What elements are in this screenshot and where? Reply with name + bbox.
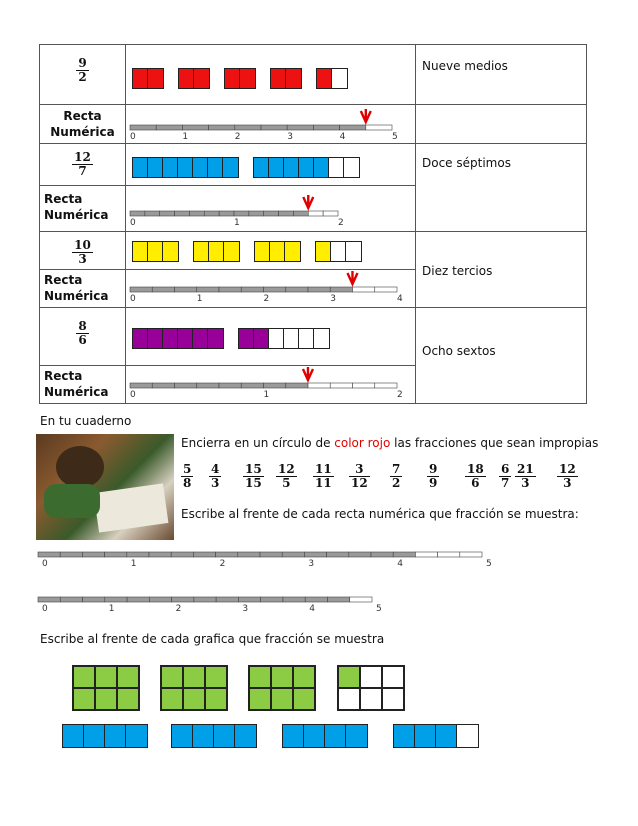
fraction-part bbox=[329, 158, 344, 177]
number-line-segment bbox=[197, 287, 219, 292]
improper-candidate-fraction: $\frac{15}{15}$ bbox=[245, 462, 262, 491]
recta-label-cell bbox=[40, 186, 126, 232]
bar-graph-cell bbox=[126, 144, 416, 186]
number-line-segment bbox=[305, 597, 327, 602]
number-line-segment bbox=[175, 211, 190, 216]
number-line-segment bbox=[304, 552, 326, 557]
recta-label-cell bbox=[40, 270, 126, 308]
number-line-segment bbox=[175, 287, 197, 292]
number-line-segment bbox=[264, 211, 279, 216]
tick-label: 2 bbox=[175, 604, 182, 614]
fraction-part bbox=[193, 329, 208, 348]
tick-label: 3 bbox=[242, 604, 249, 614]
tick-label: 0 bbox=[130, 132, 136, 142]
improper-candidate-fraction: $\frac{9}{9}$ bbox=[429, 462, 438, 491]
number-line-segment bbox=[38, 552, 60, 557]
number-line-segment bbox=[105, 552, 127, 557]
fraction-group bbox=[316, 68, 348, 89]
number-line-segment bbox=[83, 597, 105, 602]
fraction-group bbox=[238, 328, 330, 349]
fraction-name: Nueve medios bbox=[422, 59, 508, 73]
number-line-segment bbox=[282, 552, 304, 557]
number-line-segment bbox=[234, 211, 249, 216]
red-text: color rojo bbox=[334, 436, 391, 450]
blue-group bbox=[282, 724, 368, 748]
fraction: $\frac{12}{7}$ bbox=[74, 150, 91, 179]
fraction: $\frac{8}{6}$ bbox=[78, 319, 87, 348]
number-line-segment bbox=[375, 287, 397, 292]
tick-label: 2 bbox=[234, 132, 241, 142]
fraction-part bbox=[178, 329, 193, 348]
fraction-group bbox=[253, 157, 360, 178]
number-line-segment bbox=[194, 597, 216, 602]
tick-label: 5 bbox=[486, 559, 492, 569]
number-line-cell bbox=[126, 366, 416, 404]
number-line-segment bbox=[371, 552, 393, 557]
bar-graph-cell bbox=[126, 308, 416, 366]
fraction-part bbox=[223, 158, 238, 177]
blue-part bbox=[214, 725, 235, 747]
recta-label: Recta Numérica bbox=[44, 369, 109, 399]
number-line-segment bbox=[130, 383, 152, 388]
number-line-segment bbox=[393, 552, 415, 557]
fraction-group bbox=[315, 241, 362, 262]
fraction-cell bbox=[40, 45, 126, 105]
tick-label: 0 bbox=[130, 218, 136, 228]
improper-candidate-fraction: $\frac{3}{12}$ bbox=[351, 462, 368, 491]
number-line-segment bbox=[204, 211, 219, 216]
fraction-part bbox=[148, 242, 163, 261]
blue-part bbox=[283, 725, 304, 747]
green-part bbox=[360, 688, 382, 710]
number-line-segment bbox=[415, 552, 437, 557]
fraction-bars bbox=[132, 328, 344, 349]
fraction-part bbox=[163, 158, 178, 177]
number-line-segment bbox=[323, 211, 338, 216]
fraction-part bbox=[314, 158, 329, 177]
green-part bbox=[271, 688, 293, 710]
green-part bbox=[183, 688, 205, 710]
number-line-host bbox=[130, 186, 410, 232]
number-line-segment bbox=[249, 211, 264, 216]
red-arrow-icon bbox=[347, 271, 357, 284]
fraction-part bbox=[193, 158, 208, 177]
tick-label: 3 bbox=[308, 559, 315, 569]
student-writing-photo bbox=[36, 434, 174, 540]
name-cell bbox=[416, 232, 587, 308]
fraction-name: Doce séptimos bbox=[422, 156, 511, 170]
bar-graph-cell bbox=[126, 45, 416, 105]
fraction-part bbox=[148, 69, 163, 88]
blue-part bbox=[84, 725, 105, 747]
green-part bbox=[382, 666, 404, 688]
green-part bbox=[249, 688, 271, 710]
fraction-part bbox=[208, 158, 223, 177]
recta-label-cell bbox=[40, 366, 126, 404]
fraction-part bbox=[163, 329, 178, 348]
number-line-cell bbox=[126, 105, 416, 144]
tick-label: 1 bbox=[234, 218, 240, 228]
green-part bbox=[205, 688, 227, 710]
number-line-segment bbox=[327, 597, 349, 602]
fraction-part bbox=[331, 242, 346, 261]
fraction-group bbox=[132, 241, 179, 262]
number-line-segment bbox=[353, 287, 375, 292]
blue-group bbox=[393, 724, 479, 748]
fraction-part bbox=[194, 242, 209, 261]
tick-label: 4 bbox=[397, 294, 403, 304]
number-line-segment bbox=[189, 211, 204, 216]
fraction-part bbox=[317, 69, 332, 88]
tick-label: 1 bbox=[130, 559, 137, 569]
fraction-part bbox=[179, 69, 194, 88]
green-group bbox=[72, 665, 140, 711]
number-line-segment bbox=[264, 287, 286, 292]
improper-candidate-fraction: $\frac{4}{3}$ bbox=[211, 462, 220, 491]
tick-label: 2 bbox=[219, 559, 226, 569]
green-part bbox=[73, 688, 95, 710]
tick-label: 0 bbox=[42, 604, 48, 614]
tick-label: 2 bbox=[263, 294, 270, 304]
number-line-segment bbox=[238, 552, 260, 557]
fraction-part bbox=[332, 69, 347, 88]
number-line-segment bbox=[130, 125, 156, 130]
fraction-part bbox=[133, 158, 148, 177]
number-line-segment bbox=[279, 211, 294, 216]
number-line-segment bbox=[350, 597, 372, 602]
red-arrow-icon bbox=[303, 367, 313, 380]
green-part bbox=[183, 666, 205, 688]
number-line-segment bbox=[308, 383, 330, 388]
number-line-segment bbox=[235, 125, 261, 130]
fraction-part bbox=[299, 158, 314, 177]
blue-part bbox=[193, 725, 214, 747]
fraction-part bbox=[346, 242, 361, 261]
number-line-segment bbox=[349, 552, 371, 557]
number-line-segment bbox=[327, 552, 349, 557]
tick-label: 1 bbox=[182, 132, 189, 142]
tick-label: 4 bbox=[397, 559, 403, 569]
number-line-host bbox=[130, 270, 410, 308]
blue-group bbox=[62, 724, 148, 748]
blue-part bbox=[172, 725, 193, 747]
fraction-bars bbox=[132, 157, 374, 178]
number-line-segment bbox=[60, 597, 82, 602]
green-group bbox=[337, 665, 405, 711]
fraction-bars bbox=[132, 68, 362, 89]
fraction-part bbox=[299, 329, 314, 348]
number-line-segment bbox=[219, 211, 234, 216]
recta-label: Recta Numérica bbox=[44, 192, 109, 222]
number-line-segment bbox=[264, 383, 286, 388]
instruction-circle-improper: Encierra en un círculo de color rojo las fracciones que sean impropias bbox=[181, 436, 599, 450]
green-part bbox=[205, 666, 227, 688]
tick-label: 2 bbox=[338, 218, 344, 228]
fraction: $\frac{9}{2}$ bbox=[78, 56, 87, 85]
fraction-cell bbox=[40, 144, 126, 186]
number-line-segment bbox=[219, 287, 241, 292]
green-group bbox=[248, 665, 316, 711]
number-line-segment bbox=[286, 287, 308, 292]
fraction-part bbox=[314, 329, 329, 348]
green-part bbox=[271, 666, 293, 688]
improper-candidate-fraction: $\frac{21}{3}$ bbox=[517, 462, 534, 491]
number-line-segment bbox=[105, 597, 127, 602]
number-line-cell bbox=[126, 270, 416, 308]
instruction-number-lines: Escribe al frente de cada recta numérica que fracción se muestra: bbox=[181, 507, 579, 521]
number-line-segment bbox=[182, 125, 208, 130]
green-part bbox=[95, 688, 117, 710]
fraction-group bbox=[224, 68, 256, 89]
fraction-name: Diez tercios bbox=[422, 264, 493, 278]
number-line bbox=[38, 595, 382, 627]
tick-label: 4 bbox=[309, 604, 315, 614]
fraction-group bbox=[254, 241, 301, 262]
number-line-segment bbox=[152, 383, 174, 388]
number-line-segment bbox=[156, 125, 182, 130]
fraction-part bbox=[269, 158, 284, 177]
green-part bbox=[293, 666, 315, 688]
fraction-part bbox=[254, 158, 269, 177]
fraction-part bbox=[225, 69, 240, 88]
number-line-segment bbox=[219, 383, 241, 388]
number-line-segment bbox=[145, 211, 160, 216]
tick-label: 5 bbox=[392, 132, 398, 142]
green-group bbox=[160, 665, 228, 711]
name-cell bbox=[416, 144, 587, 232]
number-line-segment bbox=[130, 211, 145, 216]
green-part bbox=[95, 666, 117, 688]
fraction-part bbox=[254, 329, 269, 348]
fraction-part bbox=[133, 69, 148, 88]
fraction-part bbox=[284, 329, 299, 348]
number-line-segment bbox=[308, 211, 323, 216]
number-line-segment bbox=[241, 383, 263, 388]
green-part bbox=[249, 666, 271, 688]
fraction-part bbox=[269, 329, 284, 348]
green-part bbox=[117, 688, 139, 710]
blue-part bbox=[346, 725, 367, 747]
number-line-segment bbox=[283, 597, 305, 602]
exercise-number-line-1 bbox=[38, 548, 492, 574]
improper-candidate-fraction: $\frac{5}{8}$ bbox=[183, 462, 192, 491]
number-line-segment bbox=[216, 597, 238, 602]
number-line-segment bbox=[330, 383, 352, 388]
number-line-segment bbox=[149, 597, 171, 602]
tick-label: 3 bbox=[330, 294, 336, 304]
fraction-part bbox=[239, 329, 254, 348]
blue-part bbox=[235, 725, 256, 747]
fraction-part bbox=[148, 329, 163, 348]
fraction-group bbox=[178, 68, 210, 89]
number-line-segment bbox=[152, 287, 174, 292]
fraction-group bbox=[132, 157, 239, 178]
fraction-part bbox=[178, 158, 193, 177]
blue-part bbox=[457, 725, 478, 747]
fraction-group bbox=[132, 68, 164, 89]
name-cell bbox=[416, 308, 587, 404]
fraction-part bbox=[270, 242, 285, 261]
fraction-part bbox=[133, 242, 148, 261]
fraction-part bbox=[194, 69, 209, 88]
fraction-part bbox=[148, 158, 163, 177]
fraction-cell bbox=[40, 308, 126, 366]
number-line-segment bbox=[308, 287, 330, 292]
number-line-segment bbox=[330, 287, 352, 292]
improper-candidate-fraction: $\frac{18}{6}$ bbox=[467, 462, 484, 491]
number-line-segment bbox=[209, 125, 235, 130]
exercise-number-line-2 bbox=[38, 595, 382, 621]
improper-candidate-fraction: $\frac{7}{2}$ bbox=[392, 462, 401, 491]
tick-label: 0 bbox=[42, 559, 48, 569]
fraction-part bbox=[255, 242, 270, 261]
number-line-segment bbox=[127, 597, 149, 602]
tick-label: 1 bbox=[108, 604, 115, 614]
fraction-part bbox=[286, 69, 301, 88]
tick-label: 3 bbox=[287, 132, 293, 142]
number-line-segment bbox=[127, 552, 149, 557]
number-line-segment bbox=[216, 552, 238, 557]
instruction-graphs: Escribe al frente de cada grafica que fracción se muestra bbox=[40, 632, 385, 646]
green-part bbox=[293, 688, 315, 710]
number-line-segment bbox=[130, 287, 152, 292]
number-line-segment bbox=[238, 597, 260, 602]
improper-candidate-fraction: $\frac{12}{5}$ bbox=[278, 462, 295, 491]
green-part bbox=[338, 666, 360, 688]
blue-part bbox=[436, 725, 457, 747]
green-part bbox=[161, 666, 183, 688]
number-line-segment bbox=[293, 211, 308, 216]
number-line-segment bbox=[261, 597, 283, 602]
recta-label: Recta Numérica bbox=[50, 109, 115, 139]
blue-part bbox=[304, 725, 325, 747]
number-line-segment bbox=[175, 383, 197, 388]
fractions-table bbox=[39, 44, 587, 404]
number-line-segment bbox=[260, 552, 282, 557]
blue-group bbox=[171, 724, 257, 748]
improper-candidate-fraction: $\frac{6}{7}$ bbox=[501, 462, 510, 491]
number-line-segment bbox=[149, 552, 171, 557]
tick-label: 1 bbox=[196, 294, 203, 304]
name-cell bbox=[416, 45, 587, 105]
number-line-segment bbox=[197, 383, 219, 388]
fraction-part bbox=[284, 158, 299, 177]
blue-part bbox=[63, 725, 84, 747]
fraction-part bbox=[240, 69, 255, 88]
section-heading: En tu cuaderno bbox=[40, 414, 132, 428]
fraction-bars bbox=[132, 241, 376, 262]
green-part bbox=[161, 688, 183, 710]
fraction-name: Ocho sextos bbox=[422, 344, 496, 358]
number-line-segment bbox=[375, 383, 397, 388]
number-line-segment bbox=[366, 125, 392, 130]
number-line-segment bbox=[171, 552, 193, 557]
number-line-host bbox=[130, 366, 410, 404]
improper-candidate-fraction: $\frac{11}{11}$ bbox=[315, 462, 332, 491]
fraction-group bbox=[132, 328, 224, 349]
tick-label: 1 bbox=[263, 390, 270, 400]
fraction-part bbox=[344, 158, 359, 177]
number-line bbox=[38, 548, 492, 582]
fraction-part bbox=[271, 69, 286, 88]
number-line-segment bbox=[82, 552, 104, 557]
blue-part bbox=[325, 725, 346, 747]
number-line-host bbox=[130, 105, 410, 144]
number-line-segment bbox=[340, 125, 366, 130]
fraction-part bbox=[209, 242, 224, 261]
red-arrow-icon bbox=[361, 109, 371, 122]
red-arrow-icon bbox=[303, 195, 313, 208]
number-line-segment bbox=[60, 552, 82, 557]
green-part bbox=[338, 688, 360, 710]
green-part bbox=[73, 666, 95, 688]
fraction-cell bbox=[40, 232, 126, 270]
green-part bbox=[382, 688, 404, 710]
tick-label: 0 bbox=[130, 390, 136, 400]
tick-label: 2 bbox=[397, 390, 403, 400]
number-line-segment bbox=[438, 552, 460, 557]
green-part bbox=[360, 666, 382, 688]
tick-label: 0 bbox=[130, 294, 136, 304]
fraction-part bbox=[224, 242, 239, 261]
fraction-part bbox=[133, 329, 148, 348]
blue-part bbox=[415, 725, 436, 747]
number-line-segment bbox=[261, 125, 287, 130]
number-line-cell bbox=[126, 186, 416, 232]
number-line-segment bbox=[241, 287, 263, 292]
fraction: $\frac{10}{3}$ bbox=[74, 238, 91, 267]
number-line-segment bbox=[460, 552, 482, 557]
fraction-part bbox=[208, 329, 223, 348]
number-line-segment bbox=[193, 552, 215, 557]
recta-label-cell bbox=[40, 105, 126, 144]
green-part bbox=[117, 666, 139, 688]
fraction-group bbox=[270, 68, 302, 89]
number-line-segment bbox=[287, 125, 313, 130]
tick-label: 5 bbox=[376, 604, 382, 614]
bar-graph-cell bbox=[126, 232, 416, 270]
number-line-segment bbox=[172, 597, 194, 602]
number-line-segment bbox=[313, 125, 339, 130]
fraction-part bbox=[163, 242, 178, 261]
blue-part bbox=[105, 725, 126, 747]
number-line-segment bbox=[286, 383, 308, 388]
blue-part bbox=[394, 725, 415, 747]
tick-label: 4 bbox=[339, 132, 346, 142]
improper-candidate-fraction: $\frac{12}{3}$ bbox=[559, 462, 576, 491]
number-line-segment bbox=[160, 211, 175, 216]
blue-part bbox=[126, 725, 147, 747]
number-line-segment bbox=[38, 597, 60, 602]
fraction-group bbox=[193, 241, 240, 262]
fraction-part bbox=[316, 242, 331, 261]
number-line-segment bbox=[353, 383, 375, 388]
recta-label: Recta Numérica bbox=[44, 273, 109, 303]
empty-cell bbox=[416, 105, 587, 144]
fraction-part bbox=[285, 242, 300, 261]
